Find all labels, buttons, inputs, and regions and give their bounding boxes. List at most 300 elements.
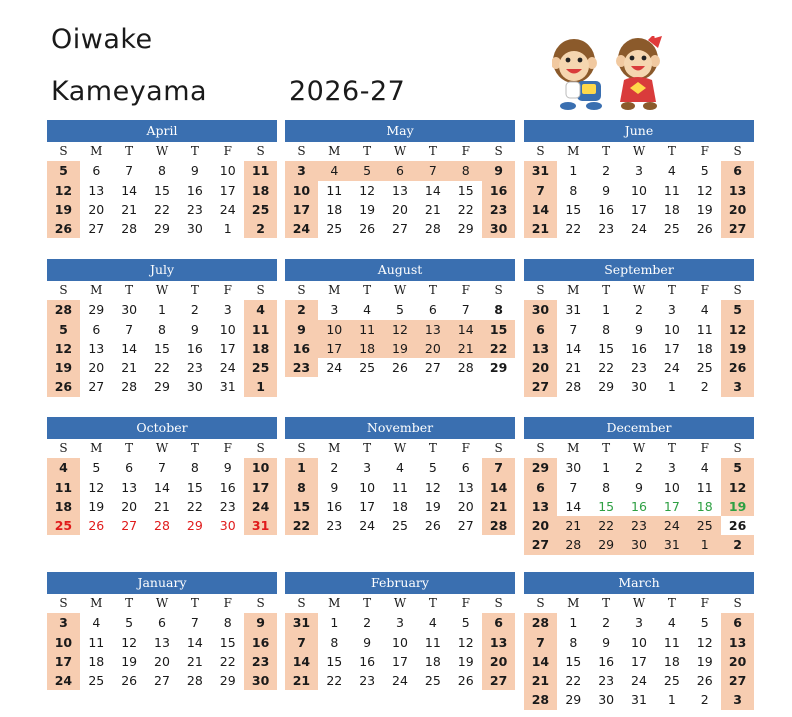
day-cell: 3 <box>396 615 404 631</box>
weekday-label: T <box>190 441 199 455</box>
day-cell: 9 <box>602 634 611 650</box>
day-cell: 31 <box>219 379 236 395</box>
day-cell: 11 <box>47 478 80 497</box>
weekday-label: M <box>90 596 103 610</box>
month-block-november <box>285 417 515 535</box>
day-cell: 28 <box>186 673 203 689</box>
day-cell: 22 <box>154 201 170 217</box>
day-cell: 5 <box>461 615 470 631</box>
weekday-label: W <box>155 283 169 297</box>
day-cell: 20 <box>88 201 105 217</box>
day-cell: 3 <box>635 163 643 179</box>
day-cell: 11 <box>696 479 713 495</box>
day-cell: 6 <box>461 460 470 476</box>
weekday-label: F <box>700 441 709 455</box>
weekday-label: T <box>667 596 676 610</box>
day-cell: 7 <box>285 633 318 652</box>
day-cell: 12 <box>696 182 713 198</box>
day-cell: 31 <box>524 161 557 180</box>
day-cell: 18 <box>696 498 713 514</box>
day-cell: 3 <box>667 460 676 476</box>
day-cell: 28 <box>121 379 138 395</box>
day-cell: 13 <box>524 497 557 516</box>
weekday-label: F <box>223 441 232 455</box>
day-cell: 19 <box>121 653 138 669</box>
day-cell: 28 <box>482 516 515 535</box>
day-cell: 18 <box>244 181 277 200</box>
day-cell: 24 <box>392 673 408 689</box>
day-cell: 28 <box>524 613 557 632</box>
day-cell: 16 <box>482 181 515 200</box>
day-cell: 6 <box>482 613 515 632</box>
day-cell: 29 <box>154 221 170 237</box>
day-cell: 21 <box>524 671 557 690</box>
weekday-label: S <box>733 283 742 297</box>
day-cell: 17 <box>244 478 277 497</box>
day-cell: 1 <box>223 221 232 237</box>
day-cell: 18 <box>663 653 680 669</box>
day-cell: 14 <box>524 652 557 671</box>
day-cell: 14 <box>482 478 515 497</box>
month-block-december <box>524 417 754 555</box>
day-cell: 19 <box>696 653 713 669</box>
day-cell: 11 <box>88 634 105 650</box>
day-cell: 10 <box>244 458 277 477</box>
day-cell: 7 <box>482 458 515 477</box>
day-cell: 17 <box>47 652 80 671</box>
day-cell: 1 <box>667 379 676 395</box>
day-cell: 16 <box>631 340 647 356</box>
day-cell: 19 <box>359 201 376 217</box>
day-cell: 3 <box>223 302 232 318</box>
day-cell: 4 <box>667 615 676 631</box>
day-cell: 14 <box>449 320 482 339</box>
day-cell: 17 <box>663 498 680 514</box>
day-cell: 1 <box>667 692 676 708</box>
month-block-june <box>524 120 754 238</box>
weekday-label: M <box>567 441 580 455</box>
day-cell: 9 <box>244 613 277 632</box>
weekday-label: W <box>155 441 169 455</box>
weekday-label: S <box>256 283 265 297</box>
day-cell: 6 <box>721 161 754 180</box>
weekday-label: S <box>733 441 742 455</box>
weekday-label: M <box>567 144 580 158</box>
day-cell: 2 <box>330 460 339 476</box>
day-cell: 7 <box>461 302 470 318</box>
day-cell: 28 <box>457 360 474 376</box>
month-header: August <box>285 259 515 281</box>
day-cell: 1 <box>244 377 277 396</box>
day-cell: 27 <box>154 673 170 689</box>
day-cell: 22 <box>154 360 170 376</box>
day-cell: 15 <box>326 653 343 669</box>
day-cell: 3 <box>363 460 372 476</box>
day-cell: 19 <box>88 498 105 514</box>
day-cell: 2 <box>244 219 277 238</box>
day-cell: 21 <box>121 360 138 376</box>
day-cell: 15 <box>154 182 170 198</box>
day-cell: 19 <box>721 339 754 358</box>
day-cell: 4 <box>47 458 80 477</box>
day-cell: 27 <box>457 518 474 534</box>
day-cell: 8 <box>223 615 232 631</box>
weekday-label: T <box>667 283 676 297</box>
day-cell: 27 <box>482 671 515 690</box>
weekday-label: T <box>602 283 611 297</box>
weekday-label: M <box>328 441 341 455</box>
day-cell: 14 <box>524 200 557 219</box>
day-cell: 4 <box>700 302 709 318</box>
weekday-label: S <box>536 283 545 297</box>
weekday-label: M <box>328 596 341 610</box>
day-cell: 16 <box>285 339 318 358</box>
day-cell: 22 <box>186 498 203 514</box>
day-cell: 1 <box>602 460 611 476</box>
day-cell: 7 <box>569 321 578 337</box>
weekday-label: W <box>393 441 407 455</box>
day-cell: 5 <box>396 302 404 318</box>
day-cell: 31 <box>565 302 582 318</box>
day-cell: 7 <box>125 321 134 337</box>
day-cell: 22 <box>219 653 236 669</box>
day-cell: 23 <box>598 221 615 237</box>
day-cell: 17 <box>219 182 236 198</box>
day-cell: 30 <box>482 219 515 238</box>
day-cell: 7 <box>524 181 557 200</box>
day-cell: 14 <box>565 498 582 514</box>
weekday-label: T <box>363 283 372 297</box>
day-cell: 8 <box>569 634 578 650</box>
weekday-label: S <box>494 441 503 455</box>
month-day-grid <box>524 439 754 555</box>
day-cell: 15 <box>482 320 515 339</box>
month-header: May <box>285 120 515 142</box>
weekday-label: S <box>733 596 742 610</box>
day-cell: 28 <box>524 690 557 709</box>
day-cell: 23 <box>285 358 318 377</box>
day-cell: 5 <box>351 161 384 180</box>
day-cell: 15 <box>598 340 615 356</box>
day-cell: 26 <box>88 518 105 534</box>
day-cell: 18 <box>663 201 680 217</box>
day-cell: 15 <box>565 653 582 669</box>
weekday-label: S <box>297 283 306 297</box>
day-cell: 19 <box>696 201 713 217</box>
day-cell: 13 <box>721 181 754 200</box>
day-cell: 11 <box>663 634 680 650</box>
day-cell: 4 <box>318 161 351 180</box>
day-cell: 19 <box>47 200 80 219</box>
month-block-july <box>47 259 277 397</box>
day-cell: 25 <box>88 673 105 689</box>
day-cell: 9 <box>482 161 515 180</box>
day-cell: 13 <box>416 320 449 339</box>
weekday-label: F <box>461 144 470 158</box>
day-cell: 14 <box>154 479 170 495</box>
day-cell: 25 <box>244 358 277 377</box>
month-day-grid <box>47 142 277 238</box>
weekday-label: W <box>632 596 646 610</box>
day-cell: 16 <box>186 182 203 198</box>
header-title-line2: Kameyama <box>51 76 208 107</box>
day-cell: 14 <box>285 652 318 671</box>
day-cell: 25 <box>359 360 376 376</box>
day-cell: 15 <box>154 340 170 356</box>
day-cell: 1 <box>569 615 578 631</box>
month-day-grid <box>285 142 515 238</box>
day-cell: 22 <box>326 673 343 689</box>
day-cell: 12 <box>88 479 105 495</box>
month-day-grid <box>285 281 515 377</box>
month-block-april <box>47 120 277 238</box>
day-cell: 21 <box>285 671 318 690</box>
day-cell: 25 <box>696 360 713 376</box>
day-cell: 3 <box>330 302 339 318</box>
day-cell: 13 <box>154 634 170 650</box>
day-cell: 6 <box>524 478 557 497</box>
day-cell: 11 <box>244 320 277 339</box>
day-cell: 12 <box>47 181 80 200</box>
day-cell: 4 <box>667 163 676 179</box>
day-cell: 2 <box>363 615 372 631</box>
day-cell: 16 <box>244 633 277 652</box>
day-cell: 17 <box>219 340 236 356</box>
weekday-label: S <box>256 596 265 610</box>
day-cell: 17 <box>285 200 318 219</box>
day-cell: 27 <box>721 219 754 238</box>
weekday-label: S <box>494 144 503 158</box>
day-cell: 14 <box>424 182 441 198</box>
day-cell: 8 <box>449 161 482 180</box>
weekday-label: F <box>700 144 709 158</box>
day-cell: 29 <box>186 518 203 534</box>
day-cell: 17 <box>392 653 408 669</box>
day-cell: 12 <box>359 182 376 198</box>
day-cell: 5 <box>700 163 709 179</box>
month-header: February <box>285 572 515 594</box>
day-cell: 3 <box>47 613 80 632</box>
day-cell: 8 <box>602 321 611 337</box>
day-cell: 21 <box>557 516 590 535</box>
weekday-label: S <box>536 596 545 610</box>
day-cell: 25 <box>47 516 80 535</box>
day-cell: 2 <box>190 302 199 318</box>
day-cell: 8 <box>285 478 318 497</box>
month-day-grid <box>285 439 515 535</box>
weekday-label: S <box>297 596 306 610</box>
weekday-label: T <box>602 596 611 610</box>
weekday-label: S <box>59 283 68 297</box>
day-cell: 18 <box>696 340 713 356</box>
day-cell: 29 <box>489 360 508 376</box>
day-cell: 27 <box>121 518 138 534</box>
day-cell: 29 <box>457 221 474 237</box>
day-cell: 4 <box>92 615 101 631</box>
day-cell: 7 <box>190 615 199 631</box>
day-cell: 29 <box>154 379 170 395</box>
day-cell: 15 <box>598 498 615 514</box>
day-cell: 9 <box>363 634 372 650</box>
day-cell: 13 <box>121 479 138 495</box>
weekday-label: S <box>536 144 545 158</box>
day-cell: 12 <box>721 320 754 339</box>
day-cell: 16 <box>326 498 343 514</box>
weekday-label: T <box>428 441 437 455</box>
weekday-label: M <box>90 441 103 455</box>
day-cell: 10 <box>219 163 236 179</box>
day-cell: 19 <box>721 497 754 516</box>
weekday-label: S <box>59 441 68 455</box>
day-cell: 29 <box>598 379 615 395</box>
weekday-label: T <box>363 144 372 158</box>
day-cell: 23 <box>623 516 656 535</box>
day-cell: 16 <box>631 498 647 514</box>
weekday-label: T <box>125 283 134 297</box>
day-cell: 5 <box>125 615 134 631</box>
day-cell: 6 <box>524 320 557 339</box>
day-cell: 1 <box>285 458 318 477</box>
day-cell: 30 <box>186 379 203 395</box>
day-cell: 29 <box>88 302 105 318</box>
day-cell: 4 <box>700 460 709 476</box>
day-cell: 13 <box>721 633 754 652</box>
day-cell: 23 <box>244 652 277 671</box>
day-cell: 16 <box>186 340 203 356</box>
weekday-label: W <box>155 144 169 158</box>
day-cell: 24 <box>631 673 647 689</box>
day-cell: 10 <box>631 182 647 198</box>
day-cell: 21 <box>482 497 515 516</box>
day-cell: 23 <box>482 200 515 219</box>
day-cell: 22 <box>457 201 474 217</box>
day-cell: 18 <box>351 339 384 358</box>
day-cell: 23 <box>186 360 203 376</box>
day-cell: 11 <box>244 161 277 180</box>
month-day-grid <box>47 594 277 690</box>
day-cell: 14 <box>186 634 203 650</box>
day-cell: 20 <box>88 360 105 376</box>
day-cell: 12 <box>121 634 138 650</box>
day-cell: 1 <box>688 535 721 554</box>
weekday-label: T <box>428 596 437 610</box>
day-cell: 11 <box>326 182 343 198</box>
day-cell: 20 <box>392 201 408 217</box>
weekday-label: T <box>363 441 372 455</box>
day-cell: 11 <box>663 182 680 198</box>
day-cell: 7 <box>416 161 449 180</box>
day-cell: 11 <box>351 320 384 339</box>
day-cell: 30 <box>121 302 138 318</box>
day-cell: 21 <box>121 201 138 217</box>
month-day-grid <box>285 594 515 690</box>
weekday-label: M <box>328 283 341 297</box>
day-cell: 30 <box>631 379 647 395</box>
day-cell: 11 <box>696 321 713 337</box>
day-cell: 8 <box>569 182 578 198</box>
month-block-march <box>524 572 754 710</box>
day-cell: 5 <box>47 320 80 339</box>
day-cell: 7 <box>125 163 134 179</box>
day-cell: 15 <box>186 479 203 495</box>
month-day-grid <box>47 439 277 535</box>
day-cell: 10 <box>663 479 680 495</box>
month-block-september <box>524 259 754 397</box>
day-cell: 24 <box>244 497 277 516</box>
day-cell: 4 <box>244 300 277 319</box>
day-cell: 14 <box>121 340 138 356</box>
day-cell: 9 <box>190 321 199 337</box>
day-cell: 18 <box>88 653 105 669</box>
day-cell: 19 <box>424 498 441 514</box>
weekday-label: M <box>567 596 580 610</box>
day-cell: 4 <box>363 302 372 318</box>
day-cell: 13 <box>392 182 408 198</box>
day-cell: 2 <box>635 460 643 476</box>
day-cell: 8 <box>602 479 611 495</box>
day-cell: 23 <box>186 201 203 217</box>
day-cell: 27 <box>524 377 557 396</box>
day-cell: 29 <box>219 673 236 689</box>
day-cell: 10 <box>47 633 80 652</box>
day-cell: 3 <box>635 615 643 631</box>
day-cell: 8 <box>190 460 199 476</box>
day-cell: 26 <box>359 221 376 237</box>
day-cell: 28 <box>121 221 138 237</box>
day-cell: 1 <box>330 615 339 631</box>
day-cell: 16 <box>219 479 236 495</box>
weekday-label: S <box>256 144 265 158</box>
day-cell: 24 <box>219 360 236 376</box>
day-cell: 25 <box>688 516 721 535</box>
day-cell: 6 <box>428 302 437 318</box>
weekday-label: F <box>223 144 232 158</box>
header-year: 2026-27 <box>289 76 406 107</box>
day-cell: 1 <box>602 302 611 318</box>
day-cell: 24 <box>631 221 647 237</box>
weekday-label: T <box>190 596 199 610</box>
month-header: June <box>524 120 754 142</box>
day-cell: 5 <box>721 458 754 477</box>
day-cell: 28 <box>557 535 590 554</box>
day-cell: 26 <box>47 377 80 396</box>
day-cell: 30 <box>565 460 582 476</box>
weekday-label: T <box>363 596 372 610</box>
day-cell: 21 <box>154 498 170 514</box>
day-cell: 22 <box>482 339 515 358</box>
day-cell: 23 <box>359 673 376 689</box>
day-cell: 6 <box>158 615 166 631</box>
weekday-label: S <box>733 144 742 158</box>
day-cell: 26 <box>728 518 747 534</box>
day-cell: 22 <box>598 360 615 376</box>
weekday-label: S <box>297 441 306 455</box>
weekday-label: T <box>428 144 437 158</box>
day-cell: 17 <box>631 653 647 669</box>
day-cell: 23 <box>598 673 615 689</box>
month-day-grid <box>524 281 754 397</box>
weekday-label: W <box>393 144 407 158</box>
day-cell: 23 <box>219 498 236 514</box>
day-cell: 24 <box>655 516 688 535</box>
monkey-mascot-icon <box>552 36 674 110</box>
day-cell: 26 <box>696 673 713 689</box>
day-cell: 31 <box>244 516 277 535</box>
day-cell: 15 <box>457 182 474 198</box>
day-cell: 27 <box>88 221 105 237</box>
month-header: January <box>47 572 277 594</box>
day-cell: 3 <box>721 377 754 396</box>
